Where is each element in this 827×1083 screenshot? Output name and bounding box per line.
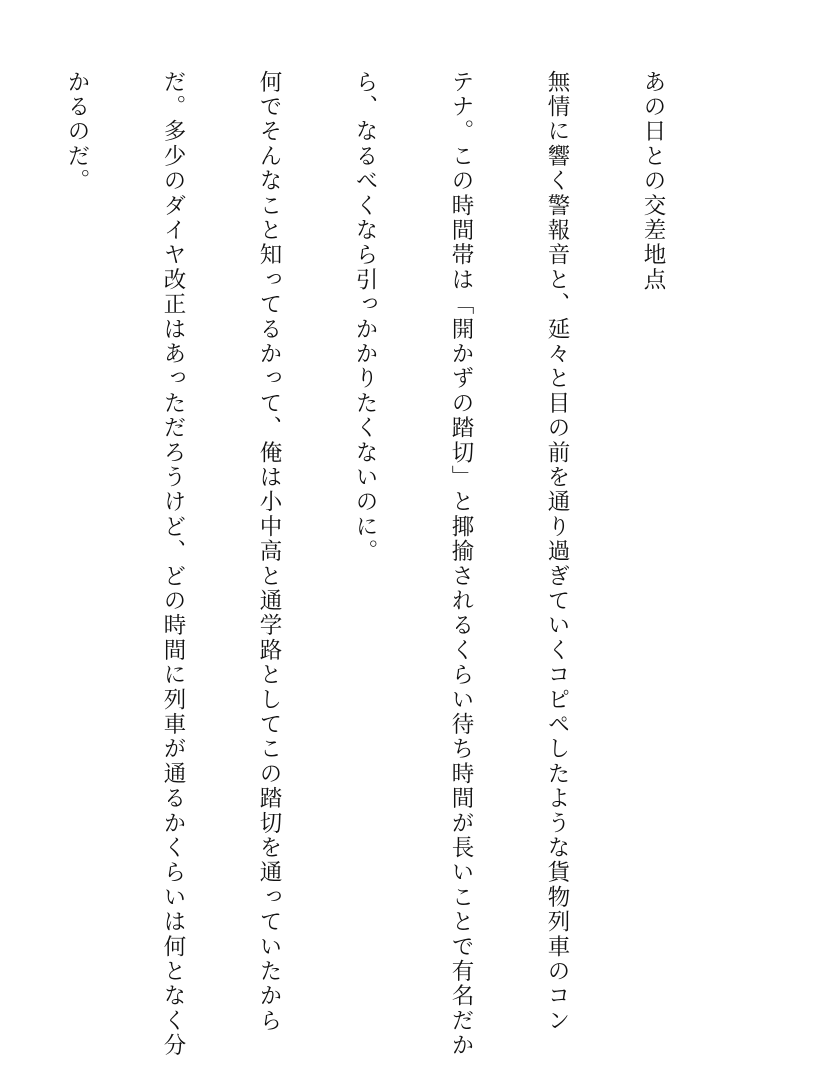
text-line: テナ。この時間帯は「開かずの踏切」と揶揄されるくらい待ち時間が長いことで有名だか	[448, 70, 474, 1058]
text-line: かるのだ。	[64, 70, 90, 194]
section-title: あの日との交差地点	[640, 70, 666, 293]
text-line: 何でそんなこと知ってるかって、俺は小中高と通学路としてこの踏切を通っていたから	[256, 70, 282, 1034]
text-line: だ。多少のダイヤ改正はあっただろうけど、どの時間に列車が通るかくらいは何となく分	[160, 70, 186, 1058]
text-line: ら、なるべくなら引っかかりたくないのに。	[352, 70, 378, 564]
vertical-text-body	[0, 70, 733, 1058]
text-line: 無情に響く警報音と、延々と目の前を通り過ぎていくコピペしたような貨物列車のコン	[544, 70, 570, 1034]
